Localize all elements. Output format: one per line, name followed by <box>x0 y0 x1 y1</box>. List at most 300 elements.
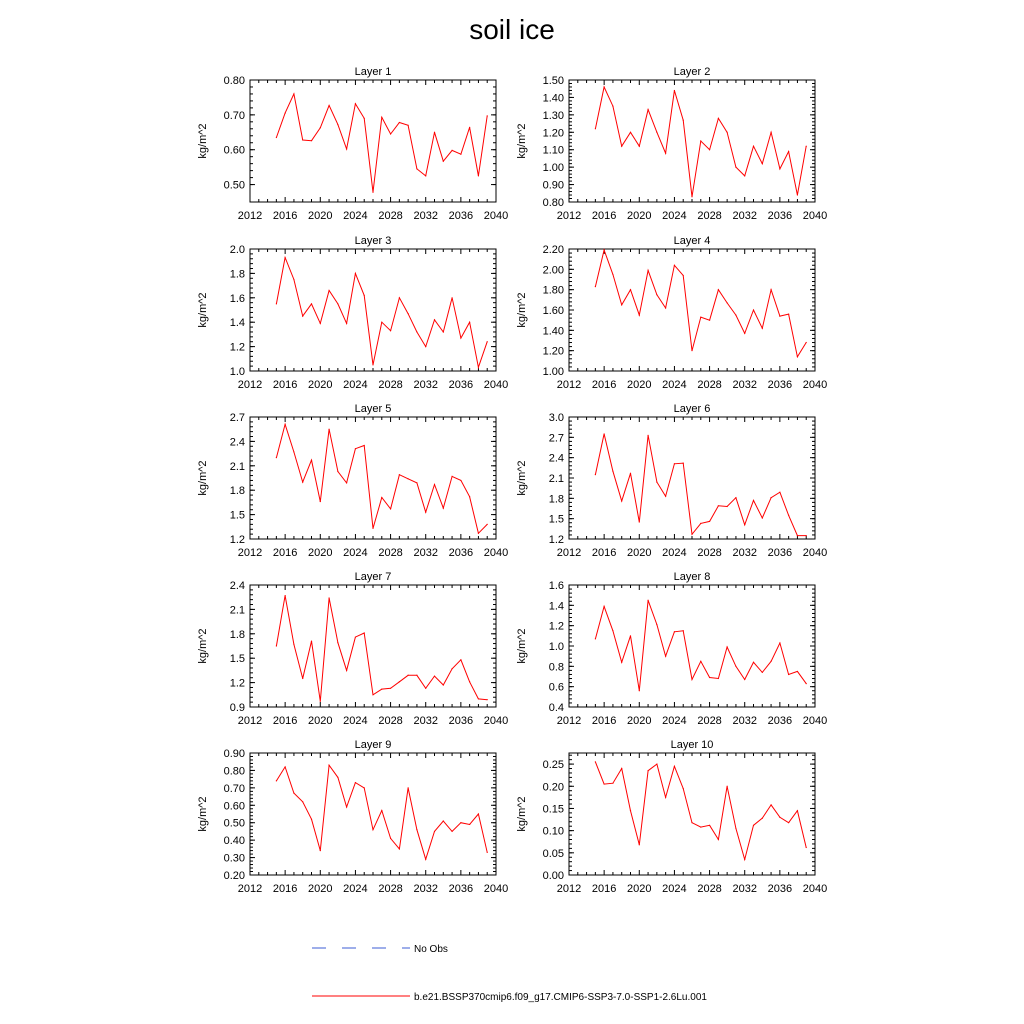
series-line <box>276 424 487 533</box>
data-point <box>328 597 329 598</box>
data-point <box>460 154 461 155</box>
data-point <box>276 780 277 781</box>
data-point <box>639 521 640 522</box>
y-tick-label: 0.8 <box>548 661 564 674</box>
y-tick-label: 0.50 <box>223 179 245 192</box>
chart-panel-8 <box>516 571 827 727</box>
x-tick-label: 2024 <box>343 715 368 727</box>
data-point <box>302 139 303 140</box>
data-point <box>595 638 596 639</box>
panel-title: Layer 7 <box>354 571 392 583</box>
x-tick-label: 2016 <box>591 379 617 391</box>
data-point <box>700 317 701 318</box>
chart-panel-9 <box>197 739 508 895</box>
y-tick-label: 0.4 <box>548 702 564 714</box>
data-point <box>753 825 754 826</box>
y-tick-label: 0.9 <box>229 702 245 714</box>
legend-obs-label: No Obs <box>414 944 448 955</box>
plot-frame <box>250 417 496 539</box>
data-point <box>390 508 391 509</box>
y-tick-label: 0.70 <box>223 782 245 795</box>
data-point <box>612 630 613 631</box>
data-point <box>718 505 719 506</box>
data-point <box>621 662 622 663</box>
data-point <box>443 331 444 332</box>
x-tick-label: 2020 <box>627 210 652 222</box>
x-tick-label: 2032 <box>413 379 438 391</box>
data-point <box>355 448 356 449</box>
x-tick-label: 2012 <box>237 715 263 727</box>
data-point <box>691 350 692 351</box>
data-point <box>469 322 470 323</box>
data-point <box>735 497 736 498</box>
x-tick-label: 2016 <box>591 547 617 559</box>
data-point <box>797 810 798 811</box>
y-axis-label: kg/m^2 <box>197 460 209 496</box>
data-point <box>416 482 417 483</box>
data-point <box>595 128 596 129</box>
x-tick-label: 2032 <box>732 715 757 727</box>
data-point <box>302 316 303 317</box>
data-point <box>674 463 675 464</box>
data-point <box>416 331 417 332</box>
x-tick-label: 2028 <box>378 715 403 727</box>
x-tick-label: 2020 <box>308 883 333 895</box>
data-point <box>460 659 461 660</box>
y-tick-label: 0.80 <box>223 765 245 778</box>
y-tick-label: 2.1 <box>229 604 245 617</box>
data-point <box>718 289 719 290</box>
y-tick-label: 0.05 <box>542 847 564 860</box>
data-point <box>408 478 409 479</box>
data-point <box>639 314 640 315</box>
data-point <box>443 684 444 685</box>
data-point <box>621 146 622 147</box>
data-point <box>665 307 666 308</box>
data-point <box>639 146 640 147</box>
data-point <box>408 787 409 788</box>
y-tick-label: 0.40 <box>223 835 245 848</box>
y-tick-label: 0.00 <box>542 870 564 882</box>
data-point <box>337 124 338 125</box>
x-tick-label: 2036 <box>767 883 793 895</box>
y-tick-label: 2.4 <box>548 452 564 465</box>
x-tick-label: 2024 <box>662 379 687 391</box>
data-point <box>478 698 479 699</box>
data-point <box>364 787 365 788</box>
x-tick-label: 2028 <box>697 379 722 391</box>
data-point <box>276 457 277 458</box>
data-point <box>487 341 488 342</box>
data-point <box>762 328 763 329</box>
data-point <box>718 118 719 119</box>
data-point <box>434 132 435 133</box>
series-line <box>276 765 487 859</box>
data-point <box>630 635 631 636</box>
x-tick-label: 2012 <box>556 547 582 559</box>
data-point <box>364 445 365 446</box>
y-axis-label: kg/m^2 <box>197 123 209 159</box>
data-point <box>647 435 648 436</box>
y-tick-label: 0.10 <box>542 825 564 838</box>
y-tick-label: 1.4 <box>548 600 564 613</box>
data-point <box>328 290 329 291</box>
x-tick-label: 2020 <box>308 715 333 727</box>
data-point <box>346 148 347 149</box>
data-point <box>443 820 444 821</box>
data-point <box>469 496 470 497</box>
chart-panel-7 <box>197 571 508 727</box>
data-point <box>604 86 605 87</box>
x-tick-label: 2032 <box>732 883 757 895</box>
x-tick-label: 2028 <box>378 379 403 391</box>
data-point <box>674 631 675 632</box>
data-point <box>770 497 771 498</box>
data-point <box>753 309 754 310</box>
y-axis-label: kg/m^2 <box>516 460 528 496</box>
series-line <box>595 434 806 536</box>
data-point <box>311 641 312 642</box>
data-point <box>372 364 373 365</box>
data-point <box>285 424 286 425</box>
x-tick-label: 2020 <box>627 379 652 391</box>
data-point <box>399 297 400 298</box>
data-point <box>647 600 648 601</box>
y-tick-label: 1.2 <box>229 341 245 354</box>
data-point <box>621 304 622 305</box>
data-point <box>293 279 294 280</box>
y-tick-label: 1.30 <box>542 109 564 122</box>
y-tick-label: 0.80 <box>223 75 245 87</box>
data-point <box>416 675 417 676</box>
chart-panel-4 <box>516 235 827 391</box>
data-point <box>425 346 426 347</box>
data-point <box>346 806 347 807</box>
data-point <box>425 859 426 860</box>
data-point <box>460 822 461 823</box>
y-tick-label: 1.6 <box>548 580 564 592</box>
data-point <box>806 146 807 147</box>
panel-title: Layer 9 <box>354 739 392 751</box>
x-tick-label: 2020 <box>308 379 333 391</box>
panel-title: Layer 4 <box>673 235 711 247</box>
data-point <box>276 137 277 138</box>
data-point <box>788 515 789 516</box>
x-tick-label: 2028 <box>378 883 403 895</box>
y-tick-label: 0.20 <box>223 870 245 882</box>
panel-title: Layer 3 <box>354 235 392 247</box>
data-point <box>683 119 684 120</box>
x-tick-label: 2028 <box>697 883 722 895</box>
data-point <box>709 320 710 321</box>
panel-title: Layer 10 <box>670 739 714 751</box>
data-point <box>762 517 763 518</box>
x-tick-label: 2032 <box>732 547 757 559</box>
data-point <box>293 451 294 452</box>
x-tick-label: 2012 <box>556 210 582 222</box>
data-point <box>451 150 452 151</box>
data-point <box>735 828 736 829</box>
chart-panel-5 <box>197 403 508 559</box>
data-point <box>399 122 400 123</box>
data-point <box>337 471 338 472</box>
data-point <box>762 163 763 164</box>
data-point <box>709 149 710 150</box>
data-point <box>744 679 745 680</box>
x-tick-label: 2016 <box>272 210 298 222</box>
y-tick-label: 0.20 <box>542 781 564 794</box>
data-point <box>630 810 631 811</box>
y-tick-label: 1.00 <box>542 162 564 175</box>
data-point <box>753 662 754 663</box>
x-tick-label: 2036 <box>448 379 474 391</box>
data-point <box>700 661 701 662</box>
data-point <box>320 850 321 851</box>
plot-frame <box>569 80 815 202</box>
y-tick-label: 1.20 <box>542 345 564 358</box>
data-point <box>612 106 613 107</box>
panel-title: Layer 2 <box>673 66 711 78</box>
data-point <box>469 824 470 825</box>
y-tick-label: 0.70 <box>223 109 245 122</box>
x-tick-label: 2020 <box>627 547 652 559</box>
data-point <box>276 645 277 646</box>
data-point <box>665 153 666 154</box>
data-point <box>381 322 382 323</box>
data-point <box>762 818 763 819</box>
data-point <box>770 804 771 805</box>
chart-panel-2 <box>516 66 827 222</box>
data-point <box>621 768 622 769</box>
data-point <box>727 646 728 647</box>
y-tick-label: 2.1 <box>548 473 564 485</box>
y-tick-label: 1.80 <box>542 284 564 297</box>
data-point <box>612 274 613 275</box>
y-tick-label: 1.40 <box>542 92 564 105</box>
x-tick-label: 2028 <box>697 715 722 727</box>
data-point <box>487 699 488 700</box>
data-point <box>612 471 613 472</box>
x-tick-label: 2024 <box>343 210 368 222</box>
data-point <box>320 127 321 128</box>
data-point <box>691 822 692 823</box>
x-tick-label: 2036 <box>767 379 793 391</box>
data-point <box>408 675 409 676</box>
data-point <box>727 786 728 787</box>
data-point <box>381 689 382 690</box>
y-tick-label: 2.4 <box>229 580 245 592</box>
y-tick-label: 1.00 <box>542 366 564 378</box>
data-point <box>788 313 789 314</box>
data-point <box>727 506 728 507</box>
data-point <box>451 476 452 477</box>
data-point <box>372 694 373 695</box>
y-tick-label: 3.0 <box>548 412 564 424</box>
data-point <box>709 677 710 678</box>
x-tick-label: 2020 <box>308 210 333 222</box>
data-point <box>399 681 400 682</box>
data-point <box>718 839 719 840</box>
x-tick-label: 2032 <box>732 210 757 222</box>
data-point <box>656 294 657 295</box>
y-tick-label: 0.50 <box>223 817 245 830</box>
series-line <box>595 600 806 690</box>
data-point <box>460 337 461 338</box>
data-point <box>806 683 807 684</box>
data-point <box>691 534 692 535</box>
data-point <box>744 175 745 176</box>
data-point <box>425 175 426 176</box>
data-point <box>320 501 321 502</box>
data-point <box>451 668 452 669</box>
data-point <box>328 429 329 430</box>
y-tick-label: 2.0 <box>229 244 245 256</box>
figure-title: soil ice <box>469 14 555 45</box>
data-point <box>744 859 745 860</box>
y-tick-label: 0.6 <box>548 681 564 694</box>
y-tick-label: 0.80 <box>542 197 564 209</box>
data-point <box>443 507 444 508</box>
data-point <box>753 146 754 147</box>
data-point <box>762 672 763 673</box>
x-tick-label: 2016 <box>591 883 617 895</box>
data-point <box>390 838 391 839</box>
x-tick-label: 2036 <box>767 210 793 222</box>
data-point <box>674 766 675 767</box>
data-point <box>478 367 479 368</box>
y-axis-label: kg/m^2 <box>197 796 209 832</box>
data-point <box>381 810 382 811</box>
data-point <box>639 690 640 691</box>
legend-model-label: b.e21.BSSP370cmip6.f09_g17.CMIP6-SSP3-7.0-SSP1-2.6Lu.001 <box>414 992 707 1003</box>
data-point <box>604 606 605 607</box>
data-point <box>683 630 684 631</box>
data-point <box>364 295 365 296</box>
data-point <box>399 848 400 849</box>
x-tick-label: 2036 <box>767 715 793 727</box>
y-tick-label: 0.15 <box>542 803 564 816</box>
data-point <box>797 194 798 195</box>
x-tick-label: 2032 <box>732 379 757 391</box>
x-tick-label: 2020 <box>308 547 333 559</box>
x-tick-label: 2028 <box>697 210 722 222</box>
y-tick-label: 1.0 <box>548 641 564 653</box>
data-point <box>337 303 338 304</box>
data-point <box>293 792 294 793</box>
data-point <box>691 196 692 197</box>
x-tick-label: 2028 <box>378 210 403 222</box>
data-point <box>806 535 807 536</box>
y-axis-label: kg/m^2 <box>516 796 528 832</box>
y-tick-label: 0.90 <box>223 748 245 760</box>
y-tick-label: 1.10 <box>542 144 564 157</box>
x-tick-label: 2024 <box>343 379 368 391</box>
data-point <box>478 175 479 176</box>
y-tick-label: 1.8 <box>229 628 245 641</box>
data-point <box>797 671 798 672</box>
data-point <box>770 289 771 290</box>
data-point <box>390 688 391 689</box>
y-tick-label: 1.5 <box>229 509 245 522</box>
data-point <box>735 314 736 315</box>
data-point <box>469 681 470 682</box>
data-point <box>408 125 409 126</box>
data-point <box>293 644 294 645</box>
x-tick-label: 2032 <box>413 547 438 559</box>
data-point <box>320 323 321 324</box>
data-point <box>355 273 356 274</box>
data-point <box>727 302 728 303</box>
data-point <box>372 829 373 830</box>
y-tick-label: 1.2 <box>548 620 564 633</box>
data-point <box>434 484 435 485</box>
y-tick-label: 2.7 <box>229 412 245 424</box>
plot-frame <box>250 80 496 202</box>
y-tick-label: 1.5 <box>548 513 564 526</box>
x-tick-label: 2016 <box>272 379 298 391</box>
data-point <box>753 500 754 501</box>
data-point <box>355 636 356 637</box>
data-point <box>779 817 780 818</box>
data-point <box>460 480 461 481</box>
x-tick-label: 2036 <box>448 547 474 559</box>
data-point <box>328 765 329 766</box>
data-point <box>372 192 373 193</box>
data-point <box>451 297 452 298</box>
plot-frame <box>569 417 815 539</box>
data-point <box>302 801 303 802</box>
data-point <box>604 249 605 250</box>
x-tick-label: 2036 <box>448 210 474 222</box>
data-point <box>595 761 596 762</box>
y-tick-label: 2.20 <box>542 244 564 256</box>
x-tick-label: 2016 <box>272 547 298 559</box>
data-point <box>487 852 488 853</box>
y-axis-label: kg/m^2 <box>516 123 528 159</box>
y-tick-label: 1.0 <box>229 366 245 378</box>
data-point <box>346 482 347 483</box>
data-point <box>355 103 356 104</box>
data-point <box>425 512 426 513</box>
y-tick-label: 1.8 <box>229 268 245 281</box>
data-point <box>434 319 435 320</box>
data-point <box>346 323 347 324</box>
data-point <box>770 661 771 662</box>
panel-title: Layer 5 <box>354 403 392 415</box>
y-axis-label: kg/m^2 <box>197 628 209 664</box>
x-tick-label: 2016 <box>591 210 617 222</box>
data-point <box>399 474 400 475</box>
data-point <box>285 257 286 258</box>
x-tick-label: 2024 <box>662 883 687 895</box>
x-tick-label: 2012 <box>556 715 582 727</box>
x-tick-label: 2036 <box>767 547 793 559</box>
data-point <box>346 670 347 671</box>
data-point <box>779 168 780 169</box>
data-point <box>656 763 657 764</box>
chart-panel-1 <box>197 66 508 222</box>
data-point <box>647 109 648 110</box>
x-tick-label: 2040 <box>483 715 509 727</box>
x-tick-label: 2012 <box>237 379 263 391</box>
data-point <box>293 93 294 94</box>
y-tick-label: 1.8 <box>229 485 245 498</box>
data-point <box>364 632 365 633</box>
x-tick-label: 2028 <box>697 547 722 559</box>
panel-title: Layer 6 <box>673 403 711 415</box>
series-line <box>595 250 806 357</box>
data-point <box>779 316 780 317</box>
